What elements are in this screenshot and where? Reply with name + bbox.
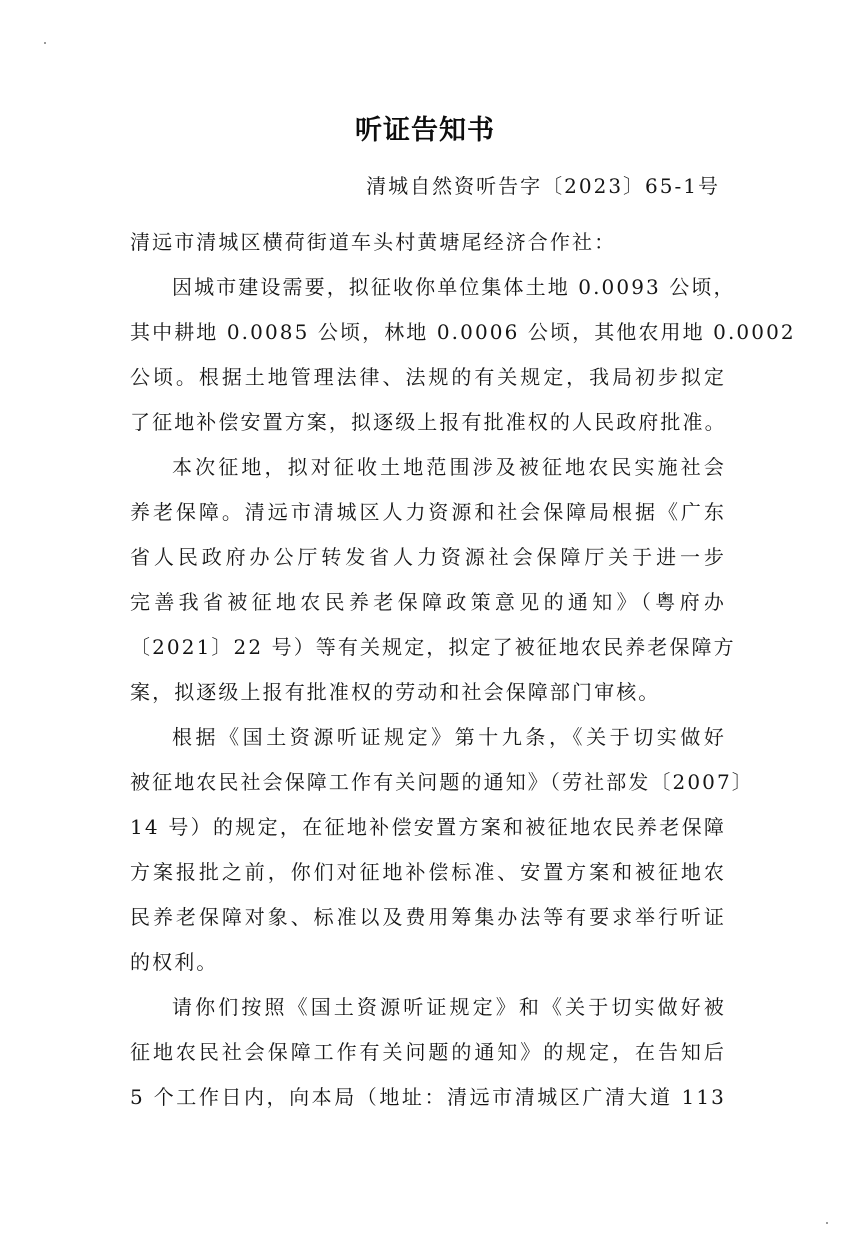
- paragraph-line: 14 号）的规定，在征地补偿安置方案和被征地农民养老保障: [130, 815, 726, 839]
- paragraph-line: 公顷。根据土地管理法律、法规的有关规定，我局初步拟定: [130, 365, 726, 389]
- paragraph-line: 的权利。: [130, 950, 219, 974]
- document-number: 清城自然资听告字〔2023〕65-1号: [366, 174, 720, 198]
- paragraph-line: 方案报批之前，你们对征地补偿标准、安置方案和被征地农: [130, 860, 726, 884]
- addressee: 清远市清城区横荷街道车头村黄塘尾经济合作社：: [130, 230, 617, 254]
- paragraph-line: 请你们按照《国土资源听证规定》和《关于切实做好被: [172, 995, 726, 1019]
- paragraph-line: 本次征地，拟对征收土地范围涉及被征地农民实施社会: [172, 455, 726, 479]
- paragraph-request-instructions: [130, 993, 730, 1128]
- paragraph-hearing-rights: [130, 723, 754, 993]
- paragraph-line: 了征地补偿安置方案，拟逐级上报有批准权的人民政府批准。: [130, 410, 727, 434]
- paragraph-line: 其中耕地 0.0085 公顷，林地 0.0006 公顷，其他农用地 0.0002: [130, 320, 796, 344]
- scan-speck: [826, 1222, 828, 1224]
- paragraph-line: 案，拟逐级上报有批准权的劳动和社会保障部门审核。: [130, 680, 661, 704]
- paragraph-line: 5 个工作日内，向本局（地址：清远市清城区广清大道 113: [130, 1085, 726, 1109]
- scan-speck: [44, 42, 46, 44]
- paragraph-line: 民养老保障对象、标准以及费用筹集办法等有要求举行听证: [130, 905, 726, 929]
- paragraph-line: 省人民政府办公厅转发省人力资源社会保障厅关于进一步: [130, 545, 726, 569]
- paragraph-line: 养老保障。清远市清城区人力资源和社会保障局根据《广东: [130, 500, 726, 524]
- paragraph-line: 被征地农民社会保障工作有关问题的通知》（劳社部发〔2007〕: [130, 770, 754, 794]
- paragraph-line: 〔2021〕22 号）等有关规定，拟定了被征地农民养老保障方: [130, 635, 736, 659]
- paragraph-land-acquisition: [130, 273, 796, 453]
- paragraph-line: 因城市建设需要，拟征收你单位集体土地 0.0093 公顷，: [172, 275, 736, 299]
- paragraph-line: 根据《国土资源听证规定》第十九条，《关于切实做好: [172, 725, 726, 749]
- paragraph-line: 征地农民社会保障工作有关问题的通知》的规定，在告知后: [130, 1040, 726, 1064]
- document-title: 听证告知书: [355, 115, 495, 146]
- paragraph-pension-security: [130, 453, 736, 723]
- paragraph-line: 完善我省被征地农民养老保障政策意见的通知》（粤府办: [130, 590, 726, 614]
- document-body: [130, 228, 796, 1128]
